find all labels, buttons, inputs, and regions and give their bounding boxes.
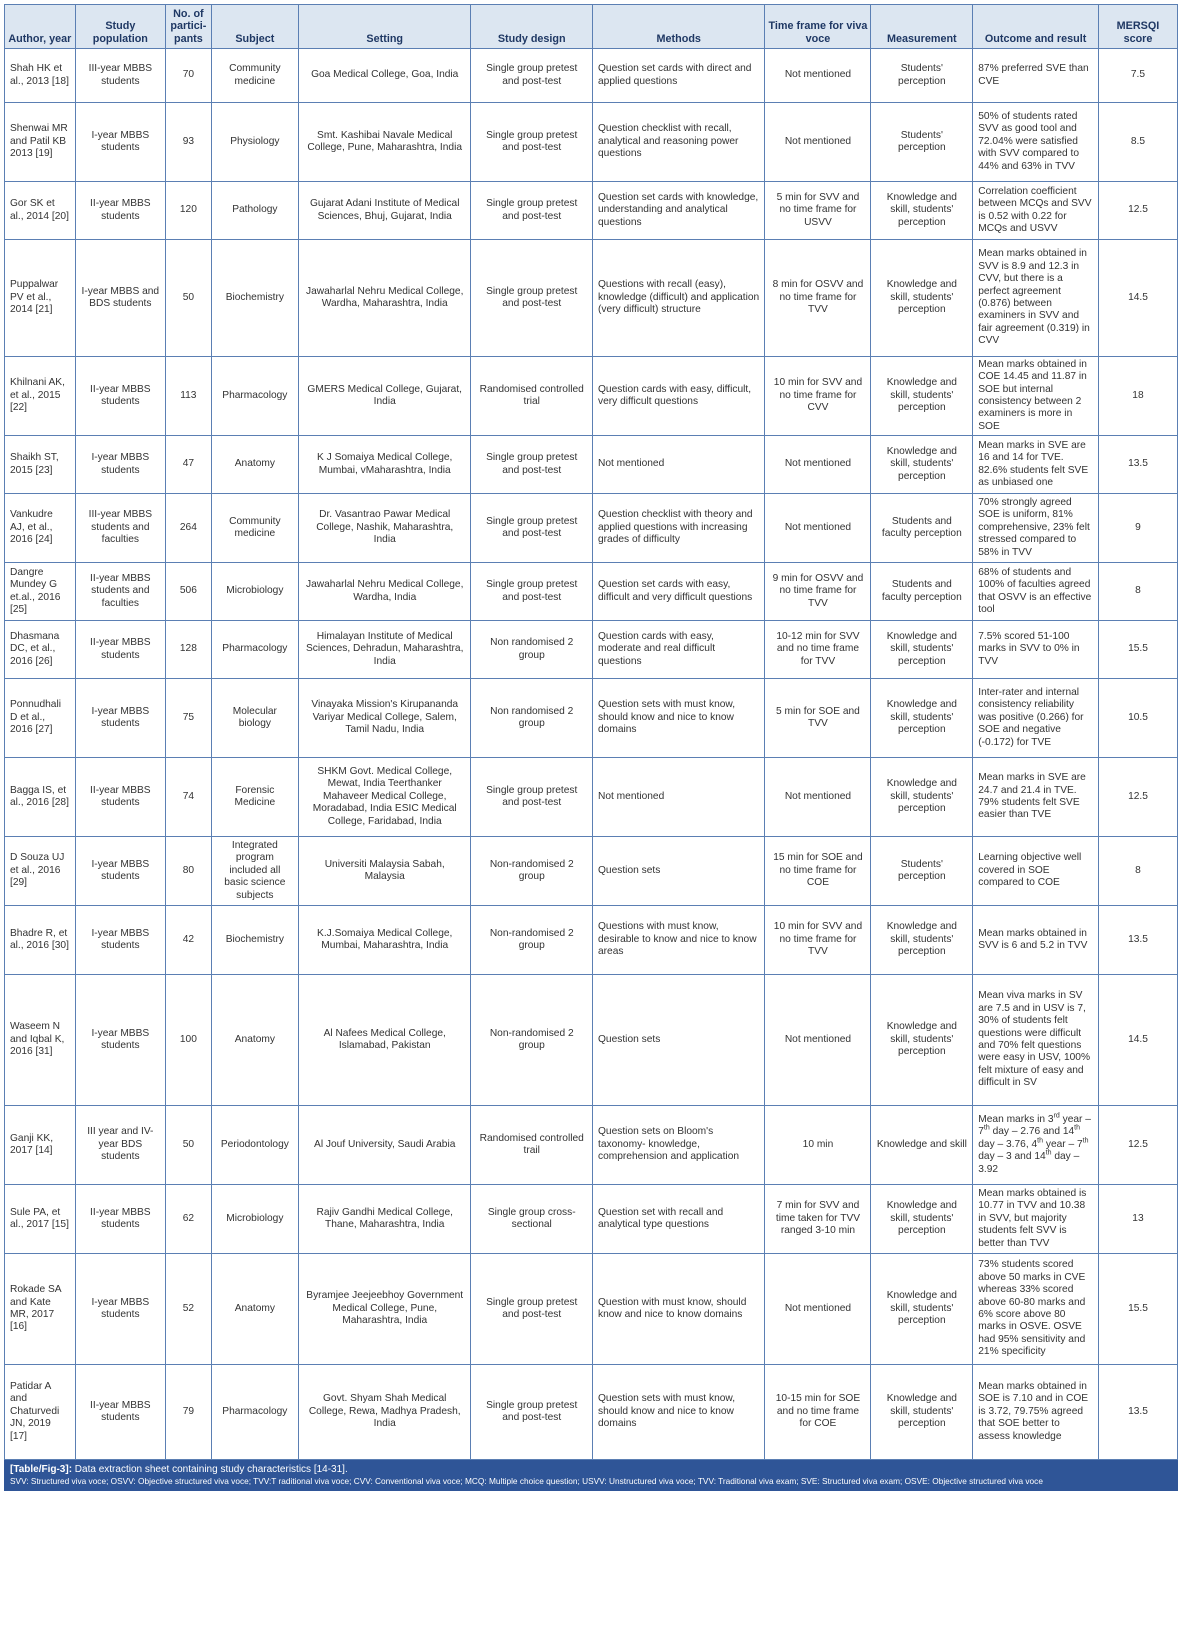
- participants-cell: 74: [166, 758, 212, 837]
- author-cell: D Souza UJ et al., 2016 [29]: [5, 837, 76, 906]
- timeframe-cell: Not mentioned: [765, 494, 871, 563]
- mersqi-score-cell: 8.5: [1098, 103, 1177, 182]
- setting-cell: Jawaharlal Nehru Medical College, Wardha, India: [298, 563, 470, 621]
- table-row: [5, 563, 1178, 621]
- author-cell: Shaikh ST, 2015 [23]: [5, 436, 76, 494]
- setting-cell: Al Jouf University, Saudi Arabia: [298, 1106, 470, 1185]
- table-row: [5, 679, 1178, 758]
- measurement-cell: Knowledge and skill, students' perception: [871, 182, 973, 240]
- subject-cell: Microbiology: [211, 1185, 298, 1254]
- measurement-cell: Knowledge and skill, students' perception: [871, 1185, 973, 1254]
- subject-cell: Pharmacology: [211, 357, 298, 436]
- design-cell: Non-randomised 2 group: [471, 837, 593, 906]
- setting-cell: Smt. Kashibai Navale Medical College, Pune, Maharashtra, India: [298, 103, 470, 182]
- subject-cell: Molecular biology: [211, 679, 298, 758]
- subject-cell: Physiology: [211, 103, 298, 182]
- mersqi-score-cell: 7.5: [1098, 49, 1177, 103]
- figure: [4, 4, 1178, 1491]
- author-cell: Gor SK et al., 2014 [20]: [5, 182, 76, 240]
- timeframe-cell: 5 min for SVV and no time frame for USVV: [765, 182, 871, 240]
- population-cell: I-year MBBS students: [75, 975, 165, 1106]
- setting-cell: Rajiv Gandhi Medical College, Thane, Maharashtra, India: [298, 1185, 470, 1254]
- design-cell: Single group pretest and post-test: [471, 103, 593, 182]
- outcome-cell: Correlation coefficient between MCQs and SVV is 0.52 with 0.22 for MCQs and USVV: [973, 182, 1099, 240]
- timeframe-cell: 8 min for OSVV and no time frame for TVV: [765, 240, 871, 357]
- design-cell: Single group pretest and post-test: [471, 49, 593, 103]
- timeframe-cell: 10 min for SVV and no time frame for CVV: [765, 357, 871, 436]
- methods-cell: Question set cards with easy, difficult and very difficult questions: [593, 563, 765, 621]
- setting-cell: K J Somaiya Medical College, Mumbai, vMaharashtra, India: [298, 436, 470, 494]
- outcome-cell: 70% strongly agreed SOE is uniform, 81% comprehensive, 23% felt stressed compared to 58% in TVV: [973, 494, 1099, 563]
- mersqi-score-cell: 14.5: [1098, 240, 1177, 357]
- table-row: [5, 837, 1178, 906]
- measurement-cell: Knowledge and skill, students' perception: [871, 240, 973, 357]
- timeframe-cell: 10-15 min for SOE and no time frame for COE: [765, 1365, 871, 1460]
- mersqi-score-cell: 18: [1098, 357, 1177, 436]
- ordinal-suffix: th: [1037, 1137, 1044, 1145]
- population-cell: II-year MBBS students: [75, 357, 165, 436]
- population-cell: I-year MBBS students: [75, 837, 165, 906]
- mersqi-score-cell: 12.5: [1098, 182, 1177, 240]
- table-row: [5, 436, 1178, 494]
- subject-cell: Community medicine: [211, 49, 298, 103]
- setting-cell: Gujarat Adani Institute of Medical Sciences, Bhuj, Gujarat, India: [298, 182, 470, 240]
- table-caption: [4, 1460, 1178, 1491]
- population-cell: III year and IV-year BDS students: [75, 1106, 165, 1185]
- participants-cell: 75: [166, 679, 212, 758]
- design-cell: Non-randomised 2 group: [471, 975, 593, 1106]
- author-cell: Shah HK et al., 2013 [18]: [5, 49, 76, 103]
- timeframe-cell: Not mentioned: [765, 436, 871, 494]
- subject-cell: Forensic Medicine: [211, 758, 298, 837]
- column-header: MERSQI score: [1098, 5, 1177, 49]
- table-body: [5, 49, 1178, 1460]
- mersqi-score-cell: 10.5: [1098, 679, 1177, 758]
- methods-cell: Question sets: [593, 837, 765, 906]
- measurement-cell: Knowledge and skill, students' perception: [871, 621, 973, 679]
- participants-cell: 100: [166, 975, 212, 1106]
- design-cell: Non randomised 2 group: [471, 621, 593, 679]
- measurement-cell: Knowledge and skill, students' perception: [871, 679, 973, 758]
- outcome-cell: Mean marks obtained is 10.77 in TVV and 10.38 in SVV, but majority students felt SVV is better than TVV: [973, 1185, 1099, 1254]
- setting-cell: Al Nafees Medical College, Islamabad, Pakistan: [298, 975, 470, 1106]
- setting-cell: Goa Medical College, Goa, India: [298, 49, 470, 103]
- mersqi-score-cell: 14.5: [1098, 975, 1177, 1106]
- outcome-cell: Mean marks in SVE are 24.7 and 21.4 in TVE. 79% students felt SVE easier than TVE: [973, 758, 1099, 837]
- caption-label: [Table/Fig-3]:: [10, 1464, 73, 1475]
- population-cell: I-year MBBS students: [75, 103, 165, 182]
- outcome-text: day – 3.76, 4: [978, 1138, 1038, 1150]
- design-cell: Single group cross-sectional: [471, 1185, 593, 1254]
- participants-cell: 52: [166, 1254, 212, 1365]
- methods-cell: Question sets with must know, should know and nice to know domains: [593, 1365, 765, 1460]
- design-cell: Single group pretest and post-test: [471, 182, 593, 240]
- author-cell: Dhasmana DC, et al., 2016 [26]: [5, 621, 76, 679]
- participants-cell: 120: [166, 182, 212, 240]
- setting-cell: Himalayan Institute of Medical Sciences, Dehradun, Maharashtra, India: [298, 621, 470, 679]
- population-cell: I-year MBBS students: [75, 436, 165, 494]
- table-row: [5, 1106, 1178, 1185]
- setting-cell: Jawaharlal Nehru Medical College, Wardha, Maharashtra, India: [298, 240, 470, 357]
- timeframe-cell: 9 min for OSVV and no time frame for TVV: [765, 563, 871, 621]
- participants-cell: 80: [166, 837, 212, 906]
- mersqi-score-cell: 13: [1098, 1185, 1177, 1254]
- table-row: [5, 906, 1178, 975]
- measurement-cell: Students' perception: [871, 837, 973, 906]
- author-cell: Bagga IS, et al., 2016 [28]: [5, 758, 76, 837]
- setting-cell: GMERS Medical College, Gujarat, India: [298, 357, 470, 436]
- mersqi-score-cell: 15.5: [1098, 1254, 1177, 1365]
- column-header: No. of partici-pants: [166, 5, 212, 49]
- caption-text: Data extraction sheet containing study characteristics [14-31].: [72, 1464, 348, 1475]
- measurement-cell: Knowledge and skill, students' perception: [871, 1254, 973, 1365]
- mersqi-score-cell: 8: [1098, 837, 1177, 906]
- table-row: [5, 1254, 1178, 1365]
- measurement-cell: Knowledge and skill, students' perception: [871, 436, 973, 494]
- outcome-cell: Inter-rater and internal consistency reliability was positive (0.266) for SOE and negative (-0.172) for TVE: [973, 679, 1099, 758]
- author-cell: Dangre Mundey G et.al., 2016 [25]: [5, 563, 76, 621]
- methods-cell: Question checklist with theory and applied questions with increasing grades of difficulty: [593, 494, 765, 563]
- timeframe-cell: 10-12 min for SVV and no time frame for TVV: [765, 621, 871, 679]
- participants-cell: 42: [166, 906, 212, 975]
- timeframe-cell: Not mentioned: [765, 975, 871, 1106]
- design-cell: Single group pretest and post-test: [471, 563, 593, 621]
- outcome-text: year – 7: [1043, 1138, 1083, 1150]
- measurement-cell: Students and faculty perception: [871, 563, 973, 621]
- population-cell: II-year MBBS students: [75, 621, 165, 679]
- methods-cell: Question set cards with knowledge, understanding and analytical questions: [593, 182, 765, 240]
- outcome-text: year – 7: [978, 1113, 1091, 1138]
- outcome-cell: Mean marks obtained in COE 14.45 and 11.87 in SOE but internal consistency between 2 examiners is more in SOE: [973, 357, 1099, 436]
- setting-cell: Dr. Vasantrao Pawar Medical College, Nashik, Maharashtra, India: [298, 494, 470, 563]
- participants-cell: 70: [166, 49, 212, 103]
- outcome-cell: Mean marks in SVE are 16 and 14 for TVE. 82.6% students felt SVE as unbiased one: [973, 436, 1099, 494]
- table-row: [5, 1365, 1178, 1460]
- design-cell: Single group pretest and post-test: [471, 240, 593, 357]
- mersqi-score-cell: 12.5: [1098, 758, 1177, 837]
- timeframe-cell: Not mentioned: [765, 758, 871, 837]
- subject-cell: Microbiology: [211, 563, 298, 621]
- table-row: [5, 494, 1178, 563]
- design-cell: Randomised controlled trial: [471, 357, 593, 436]
- subject-cell: Anatomy: [211, 436, 298, 494]
- subject-cell: Anatomy: [211, 975, 298, 1106]
- design-cell: Non randomised 2 group: [471, 679, 593, 758]
- mersqi-score-cell: 13.5: [1098, 906, 1177, 975]
- methods-cell: Not mentioned: [593, 436, 765, 494]
- table-row: [5, 975, 1178, 1106]
- population-cell: II-year MBBS students: [75, 1365, 165, 1460]
- outcome-cell: Mean viva marks in SV are 7.5 and in USV is 7, 30% of students felt questions were difficult and 70% felt questions were easy in USV, 100% felt mixture of easy and difficult in SV: [973, 975, 1099, 1106]
- subject-cell: Community medicine: [211, 494, 298, 563]
- measurement-cell: Knowledge and skill, students' perception: [871, 906, 973, 975]
- methods-cell: Question sets on Bloom's taxonomy- knowledge, comprehension and application: [593, 1106, 765, 1185]
- author-cell: Sule PA, et al., 2017 [15]: [5, 1185, 76, 1254]
- mersqi-score-cell: 13.5: [1098, 436, 1177, 494]
- mersqi-score-cell: 9: [1098, 494, 1177, 563]
- outcome-cell: Mean marks obtained in SVV is 8.9 and 12.3 in CVV, but there is a perfect agreement (0.876) between examiners in SVV and fair agreement (0.319) in CVV: [973, 240, 1099, 357]
- ordinal-suffix: th: [983, 1125, 990, 1132]
- outcome-cell: 7.5% scored 51-100 marks in SVV to 0% in TVV: [973, 621, 1099, 679]
- outcome-cell: [973, 1106, 1099, 1185]
- ordinal-suffix: th: [1082, 1137, 1089, 1145]
- ordinal-suffix: th: [1074, 1125, 1081, 1132]
- methods-cell: Not mentioned: [593, 758, 765, 837]
- column-header: Author, year: [5, 5, 76, 49]
- timeframe-cell: Not mentioned: [765, 103, 871, 182]
- methods-cell: Question with must know, should know and nice to know domains: [593, 1254, 765, 1365]
- author-cell: Puppalwar PV et al., 2014 [21]: [5, 240, 76, 357]
- participants-cell: 50: [166, 1106, 212, 1185]
- table-row: [5, 182, 1178, 240]
- timeframe-cell: 15 min for SOE and no time frame for COE: [765, 837, 871, 906]
- population-cell: III-year MBBS students: [75, 49, 165, 103]
- outcome-text: Mean marks in 3: [978, 1113, 1054, 1125]
- mersqi-score-cell: 12.5: [1098, 1106, 1177, 1185]
- header-row: [5, 5, 1178, 49]
- methods-cell: Question sets: [593, 975, 765, 1106]
- population-cell: I-year MBBS and BDS students: [75, 240, 165, 357]
- column-header: Study population: [75, 5, 165, 49]
- participants-cell: 264: [166, 494, 212, 563]
- column-header: Outcome and result: [973, 5, 1099, 49]
- participants-cell: 93: [166, 103, 212, 182]
- participants-cell: 113: [166, 357, 212, 436]
- ordinal-suffix: rd: [1053, 1112, 1060, 1120]
- methods-cell: Question set with recall and analytical type questions: [593, 1185, 765, 1254]
- population-cell: III-year MBBS students and faculties: [75, 494, 165, 563]
- mersqi-score-cell: 13.5: [1098, 1365, 1177, 1460]
- measurement-cell: Knowledge and skill, students' perception: [871, 1365, 973, 1460]
- subject-cell: Periodontology: [211, 1106, 298, 1185]
- setting-cell: SHKM Govt. Medical College, Mewat, India Teerthanker Mahaveer Medical College, Moradabad, India ESIC Medical College, Faridabad, India: [298, 758, 470, 837]
- setting-cell: Govt. Shyam Shah Medical College, Rewa, Madhya Pradesh, India: [298, 1365, 470, 1460]
- population-cell: II-year MBBS students: [75, 182, 165, 240]
- design-cell: Randomised controlled trail: [471, 1106, 593, 1185]
- table-row: [5, 240, 1178, 357]
- timeframe-cell: Not mentioned: [765, 49, 871, 103]
- outcome-text: day – 3 and 14: [978, 1151, 1046, 1163]
- table-row: [5, 621, 1178, 679]
- population-cell: II-year MBBS students and faculties: [75, 563, 165, 621]
- outcome-cell: Mean marks obtained in SOE is 7.10 and in COE is 3.72, 79.75% agreed that SOE better to assess knowledge: [973, 1365, 1099, 1460]
- population-cell: I-year MBBS students: [75, 679, 165, 758]
- table-row: [5, 49, 1178, 103]
- timeframe-cell: 10 min for SVV and no time frame for TVV: [765, 906, 871, 975]
- timeframe-cell: 10 min: [765, 1106, 871, 1185]
- participants-cell: 79: [166, 1365, 212, 1460]
- subject-cell: Biochemistry: [211, 240, 298, 357]
- subject-cell: Biochemistry: [211, 906, 298, 975]
- subject-cell: Pharmacology: [211, 1365, 298, 1460]
- outcome-cell: 73% students scored above 50 marks in CVE whereas 33% scored above 60-80 marks and 6% score above 80 marks in OSVE. OSVE had 95% sensitivity and 21% specificity: [973, 1254, 1099, 1365]
- ordinal-suffix: th: [1045, 1149, 1052, 1157]
- participants-cell: 50: [166, 240, 212, 357]
- outcome-cell: 68% of students and 100% of faculties agreed that OSVV is an effective tool: [973, 563, 1099, 621]
- timeframe-cell: 7 min for SVV and time taken for TVV ranged 3-10 min: [765, 1185, 871, 1254]
- outcome-cell: Learning objective well covered in SOE compared to COE: [973, 837, 1099, 906]
- outcome-text: day – 2.76 and 14: [989, 1126, 1075, 1138]
- author-cell: Waseem N and Iqbal K, 2016 [31]: [5, 975, 76, 1106]
- subject-cell: Integrated program included all basic science subjects: [211, 837, 298, 906]
- author-cell: Khilnani AK, et al., 2015 [22]: [5, 357, 76, 436]
- measurement-cell: Students' perception: [871, 103, 973, 182]
- methods-cell: Question sets with must know, should know and nice to know domains: [593, 679, 765, 758]
- author-cell: Shenwai MR and Patil KB 2013 [19]: [5, 103, 76, 182]
- setting-cell: Universiti Malaysia Sabah, Malaysia: [298, 837, 470, 906]
- outcome-text: day – 3.92: [978, 1151, 1080, 1175]
- outcome-cell: 50% of students rated SVV as good tool and 72.04% were satisfied with SVV compared to 44% and 63% in TVV: [973, 103, 1099, 182]
- table-row: [5, 357, 1178, 436]
- data-extraction-table: [4, 4, 1178, 1460]
- column-header: Measurement: [871, 5, 973, 49]
- author-cell: Rokade SA and Kate MR, 2017 [16]: [5, 1254, 76, 1365]
- setting-cell: Vinayaka Mission's Kirupananda Variyar Medical College, Salem, Tamil Nadu, India: [298, 679, 470, 758]
- setting-cell: Byramjee Jeejeebhoy Government Medical College, Pune, Maharashtra, India: [298, 1254, 470, 1365]
- population-cell: I-year MBBS students: [75, 906, 165, 975]
- population-cell: I-year MBBS students: [75, 1254, 165, 1365]
- participants-cell: 128: [166, 621, 212, 679]
- methods-cell: Question checklist with recall, analytical and reasoning power questions: [593, 103, 765, 182]
- methods-cell: Questions with must know, desirable to know and nice to know areas: [593, 906, 765, 975]
- author-cell: Ganji KK, 2017 [14]: [5, 1106, 76, 1185]
- timeframe-cell: Not mentioned: [765, 1254, 871, 1365]
- design-cell: Single group pretest and post-test: [471, 436, 593, 494]
- timeframe-cell: 5 min for SOE and TVV: [765, 679, 871, 758]
- design-cell: Single group pretest and post-test: [471, 758, 593, 837]
- participants-cell: 47: [166, 436, 212, 494]
- table-row: [5, 758, 1178, 837]
- participants-cell: 62: [166, 1185, 212, 1254]
- methods-cell: Question cards with easy, moderate and real difficult questions: [593, 621, 765, 679]
- author-cell: Vankudre AJ, et al., 2016 [24]: [5, 494, 76, 563]
- table-row: [5, 103, 1178, 182]
- setting-cell: K.J.Somaiya Medical College, Mumbai, Maharashtra, India: [298, 906, 470, 975]
- population-cell: II-year MBBS students: [75, 1185, 165, 1254]
- design-cell: Single group pretest and post-test: [471, 1365, 593, 1460]
- column-header: Setting: [298, 5, 470, 49]
- measurement-cell: Knowledge and skill, students' perception: [871, 975, 973, 1106]
- column-header: Methods: [593, 5, 765, 49]
- measurement-cell: Students' perception: [871, 49, 973, 103]
- mersqi-score-cell: 8: [1098, 563, 1177, 621]
- measurement-cell: Knowledge and skill: [871, 1106, 973, 1185]
- column-header: Time frame for viva voce: [765, 5, 871, 49]
- column-header: Subject: [211, 5, 298, 49]
- author-cell: Ponnudhali D et al., 2016 [27]: [5, 679, 76, 758]
- subject-cell: Pathology: [211, 182, 298, 240]
- subject-cell: Anatomy: [211, 1254, 298, 1365]
- table-row: [5, 1185, 1178, 1254]
- design-cell: Single group pretest and post-test: [471, 494, 593, 563]
- design-cell: Single group pretest and post-test: [471, 1254, 593, 1365]
- methods-cell: Question set cards with direct and applied questions: [593, 49, 765, 103]
- outcome-cell: Mean marks obtained in SVV is 6 and 5.2 in TVV: [973, 906, 1099, 975]
- abbreviations-note: SVV: Structured viva voce; OSVV: Objective structured viva voce; TVV:T raditional viva voce; CVV: Conventional viva voce; MCQ: Multiple choice question; USVV: Unstructured viva voce; TVV: Traditional viva exam; SVE: Structured viva exam; OSVE: Objective structured viva voce: [10, 1476, 1043, 1486]
- author-cell: Bhadre R, et al., 2016 [30]: [5, 906, 76, 975]
- methods-cell: Questions with recall (easy), knowledge (difficult) and application (very difficult) structure: [593, 240, 765, 357]
- participants-cell: 506: [166, 563, 212, 621]
- subject-cell: Pharmacology: [211, 621, 298, 679]
- column-header: Study design: [471, 5, 593, 49]
- population-cell: II-year MBBS students: [75, 758, 165, 837]
- author-cell: Patidar A and Chaturvedi JN, 2019 [17]: [5, 1365, 76, 1460]
- measurement-cell: Knowledge and skill, students' perception: [871, 758, 973, 837]
- design-cell: Non-randomised 2 group: [471, 906, 593, 975]
- methods-cell: Question cards with easy, difficult, very difficult questions: [593, 357, 765, 436]
- mersqi-score-cell: 15.5: [1098, 621, 1177, 679]
- outcome-cell: 87% preferred SVE than CVE: [973, 49, 1099, 103]
- measurement-cell: Students and faculty perception: [871, 494, 973, 563]
- measurement-cell: Knowledge and skill, students' perception: [871, 357, 973, 436]
